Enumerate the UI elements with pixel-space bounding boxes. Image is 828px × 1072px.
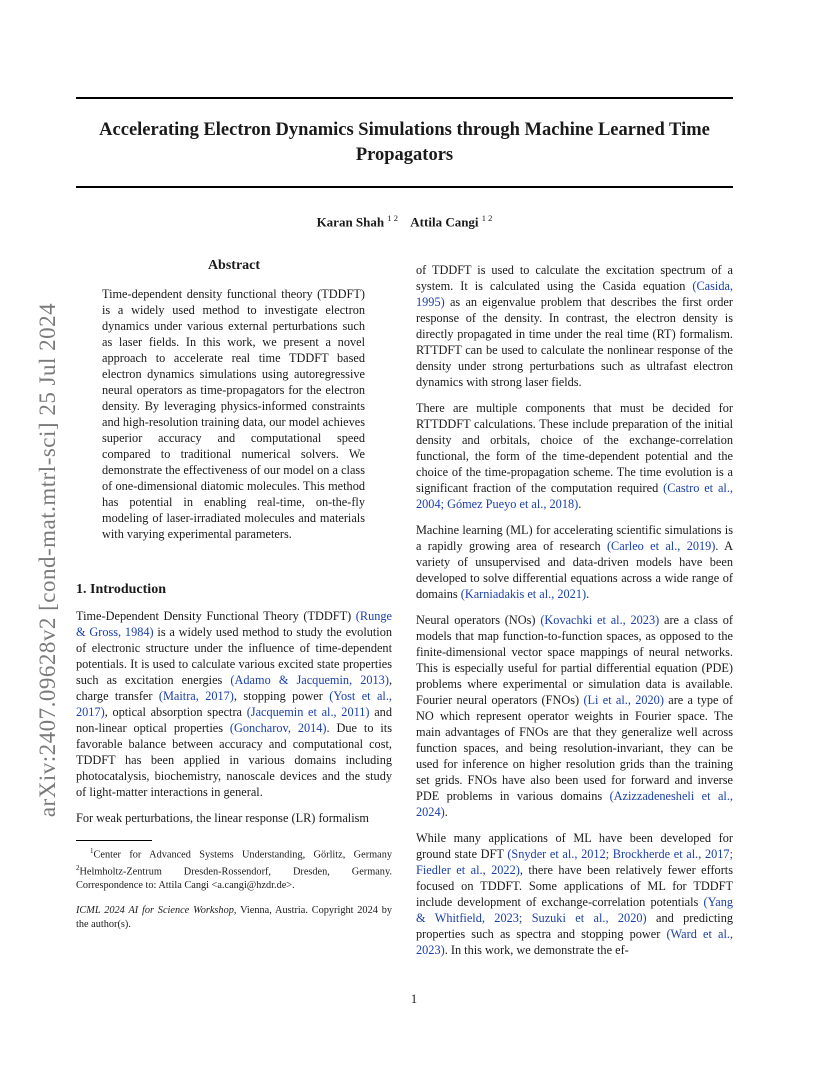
body-paragraph bbox=[416, 522, 733, 602]
citation-link[interactable]: (Yang & Whitfield, 2023; Suzuki et al., 2020) bbox=[416, 895, 733, 925]
paragraph-text: and predicting properties such as spectra and stopping power bbox=[416, 911, 733, 941]
footnote-mark: 1 bbox=[90, 847, 94, 855]
footnote-rule bbox=[76, 840, 152, 841]
citation-link[interactable]: (Carleo et al., 2019) bbox=[606, 539, 716, 553]
citation-link[interactable]: (Goncharov, 2014) bbox=[229, 721, 327, 735]
body-paragraph bbox=[416, 400, 733, 512]
paragraph-text: , stopping power bbox=[233, 689, 330, 703]
paragraph-text: Time-Dependent Density Functional Theory (TDDFT) bbox=[76, 609, 356, 623]
paragraph-text: and non-linear optical properties bbox=[76, 705, 392, 735]
paragraph-text: as an eigenvalue problem that describes the first order response of the density. In contrast, the electron density is directly propagated in time under the real time (RT) formalism. RTTDFT can be used to calculate the nonlinear response of the density under strong perturbations such as ultrafast electron dynamics with strong laser fields. bbox=[416, 295, 733, 389]
workshop-name: ICML 2024 AI for Science Workshop bbox=[76, 905, 234, 917]
citation-link[interactable]: (Azizzadenesheli et al., 2024) bbox=[416, 789, 733, 819]
section-heading-introduction: 1. Introduction bbox=[76, 582, 166, 597]
left-column bbox=[76, 258, 392, 941]
paragraph-text: . bbox=[586, 587, 590, 601]
workshop-copyright: , Vienna, Austria. Copyright 2024 by the author(s). bbox=[76, 905, 392, 930]
citation-link[interactable]: (Casida, 1995) bbox=[416, 279, 733, 309]
abstract-heading: Abstract bbox=[207, 258, 261, 273]
paragraph-text: of TDDFT is used to calculate the excitation spectrum of a system. It is calculated using the Casida equation bbox=[416, 263, 733, 293]
paragraph-text: . A variety of unsupervised and data-driven models have been developed to solve differential equations across a wide range of domains bbox=[416, 539, 733, 601]
page-number: 1 bbox=[410, 992, 418, 1006]
intro-paragraph bbox=[76, 810, 392, 826]
body-paragraph bbox=[416, 612, 733, 820]
body-paragraph bbox=[416, 830, 733, 958]
author-affiliation: 1 2 bbox=[387, 213, 398, 223]
paragraph-text: Neural operators (NOs) bbox=[416, 613, 541, 627]
footnote-affiliations bbox=[76, 845, 392, 892]
paragraph-text: , there have been relatively fewer efforts focused on TDDFT. Some applications of ML for TDDFT include development of exchange-correlation potentials bbox=[416, 863, 734, 909]
title-rule-bottom bbox=[76, 186, 733, 188]
author-name: Attila Cangi bbox=[410, 214, 479, 230]
body-paragraph bbox=[416, 262, 733, 390]
citation-link[interactable]: (Li et al., 2020) bbox=[583, 693, 664, 707]
title-rule-top bbox=[76, 97, 733, 99]
paragraph-text: is a widely used method to study the evolution of electronic structure under the influence of time-dependent potentials. It is used to calculate various excited state properties such as excitation energies bbox=[76, 625, 393, 687]
citation-link[interactable]: (Ward et al., 2023) bbox=[416, 927, 734, 957]
intro-paragraph bbox=[76, 608, 392, 800]
citation-link[interactable]: (Yost et al., 2017) bbox=[76, 689, 392, 719]
author-affiliation: 1 2 bbox=[481, 213, 493, 223]
paragraph-text: , charge transfer bbox=[76, 673, 393, 703]
citation-link[interactable]: (Runge & Gross, 1984) bbox=[76, 609, 392, 639]
citation-link[interactable]: (Snyder et al., 2012; Brockherde et al., 2017; Fiedler et al., 2022) bbox=[416, 847, 733, 877]
citation-link[interactable]: (Castro et al., 2004; Gómez Pueyo et al., 2018) bbox=[416, 481, 733, 511]
paragraph-text: . bbox=[578, 497, 582, 511]
affiliation-1: Center for Advanced Systems Understanding, Görlitz, Germany bbox=[93, 849, 392, 861]
paragraph-text: Machine learning (ML) for accelerating scientific simulations is a rapidly growing area of research bbox=[416, 523, 733, 553]
arxiv-id-text: arXiv:2407.09628v2 [cond-mat.mtrl-sci] 25 Jul 2024 bbox=[35, 302, 60, 818]
citation-link[interactable]: (Maitra, 2017) bbox=[158, 689, 234, 703]
workshop-note bbox=[76, 904, 392, 931]
citation-link[interactable]: (Adamo & Jacquemin, 2013) bbox=[230, 673, 389, 687]
citation-link[interactable]: (Kovachki et al., 2023) bbox=[540, 613, 660, 627]
paragraph-text: . In this work, we demonstrate the ef- bbox=[444, 943, 629, 957]
citation-link[interactable]: (Karniadakis et al., 2021) bbox=[460, 587, 587, 601]
paper-title: Accelerating Electron Dynamics Simulations through Machine Learned Time Propagators bbox=[99, 120, 710, 165]
paragraph-text: , optical absorption spectra bbox=[104, 705, 247, 719]
citation-link[interactable]: (Jacquemin et al., 2011) bbox=[246, 705, 370, 719]
paragraph-text: There are multiple components that must be decided for RTTDDFT calculations. These include preparation of the initial density and orbitals, choice of the exchange-correlation functional, the form of the time-dependent potential and the choice of the time-propagation scheme. The time evolution is a significant fraction of the computation required bbox=[416, 401, 733, 495]
paragraph-text: For weak perturbations, the linear response (LR) formalism bbox=[76, 811, 369, 825]
right-column bbox=[416, 262, 733, 968]
paragraph-text: . Due to its favorable balance between accuracy and computational cost, TDDFT has been applied in various domains including photocatalysis, biochemistry, nanoscale devices and the study of light-matter interactions in general. bbox=[76, 721, 392, 799]
paragraph-text: . bbox=[444, 805, 448, 819]
abstract-body: Time-dependent density functional theory (TDDFT) is a widely used method to investigate electron dynamics under various external perturbations such as laser fields. In this work, we present a novel approach to accelerate real time TDDFT based electron dynamics simulations using autoregressive neural operators as time-propagators for the electron density. By leveraging physics-informed constraints and high-resolution training data, our model achieves superior accuracy and computational speed compared to traditional numerical solvers. We demonstrate the effectiveness of our model on a class of one-dimensional diatomic molecules. This method has potential in enabling real-time, on-the-fly modeling of laser-irradiated molecules and materials with varying experimental parameters. bbox=[102, 287, 365, 541]
paragraph-text: While many applications of ML have been developed for ground state DFT bbox=[416, 831, 733, 861]
author-name: Karan Shah bbox=[316, 214, 385, 230]
author-list bbox=[76, 213, 733, 230]
paragraph-text: are a class of models that map function-to-function spaces, as opposed to the finite-dimensional vector space mappings of neural networks. This is especially useful for partial differential equation (PDE) problems where experimental or simulation data is available. Fourier neural operators (FNOs) bbox=[416, 613, 733, 707]
footnote-mark: 2 bbox=[76, 863, 80, 872]
affiliation-2: Helmholtz-Zentrum Dresden-Rossendorf, Dresden, Germany. Correspondence to: Attila Cangi <a.cangi@hzdr.de>. bbox=[76, 866, 392, 891]
paragraph-text: are a type of NO which represent operator weights in Fourier space. The main advantages of FNOs are that they generalize well across function spaces, and being resolution-invariant, they can be used for inference on higher resolution grids than the training set grids. FNOs have also been used for forward and inverse PDE problems in various domains bbox=[416, 693, 733, 803]
